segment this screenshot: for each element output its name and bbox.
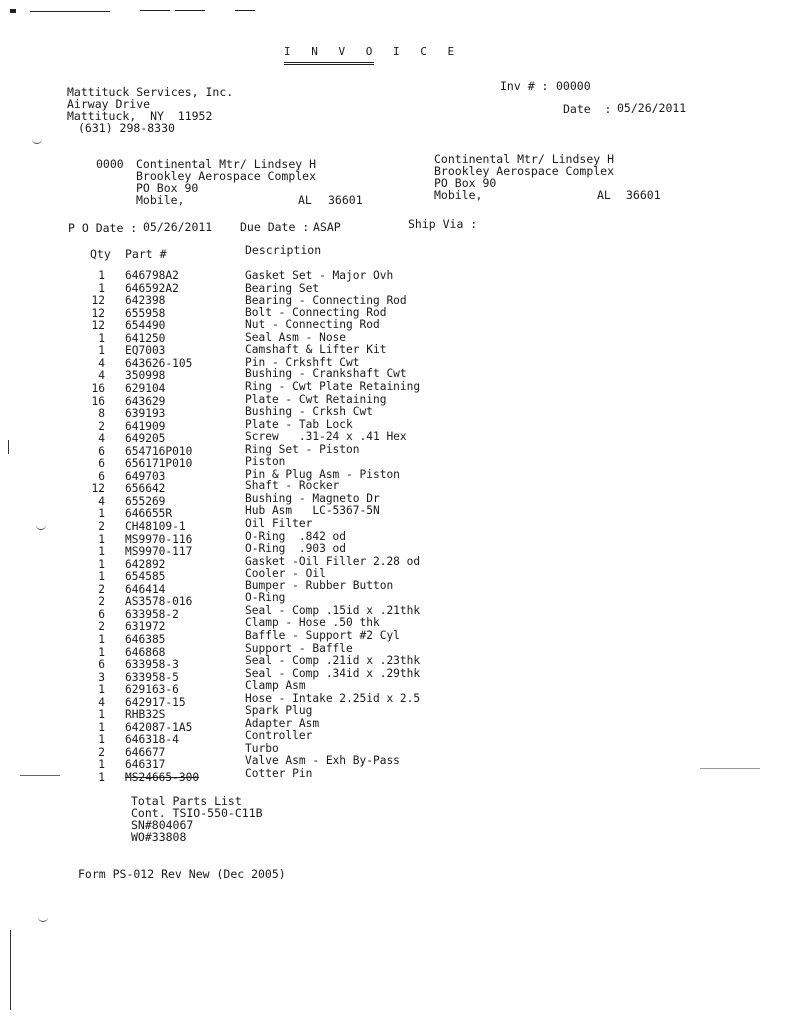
line-item-qty: 1: [98, 570, 105, 584]
due-date: ASAP: [313, 220, 341, 234]
line-item-qty: 16: [91, 394, 105, 408]
line-item-qty: 1: [98, 344, 105, 358]
line-item-part-number: MS9970-117: [125, 545, 193, 559]
line-item-description: Controller: [245, 729, 313, 743]
line-item-qty: 8: [98, 407, 105, 421]
line-item-description: Hose - Intake 2.25id x 2.5: [245, 691, 421, 705]
line-item-part-number: 629104: [125, 381, 166, 395]
bill-to-state: AL: [298, 193, 312, 207]
line-item-part-number: 643629: [125, 394, 166, 408]
line-item-description: Clamp Asm: [245, 679, 306, 693]
line-item-part-number: 656171P010: [125, 457, 193, 471]
line-item-part-number: 633958-3: [125, 658, 179, 672]
line-item-part-number: 633958-2: [125, 607, 179, 621]
line-item-description: Turbo: [245, 741, 279, 755]
bill-to-code: 0000: [96, 157, 124, 171]
line-item-part-number: 656642: [125, 482, 166, 496]
line-item-description: Cooler - Oil: [245, 567, 326, 581]
line-item-description: Support - Baffle: [245, 641, 353, 655]
line-item-qty: 4: [98, 494, 105, 508]
invoice-title: I N V O I C E: [284, 45, 462, 58]
ship-to-zip: 36601: [626, 188, 661, 202]
line-item-qty: 1: [98, 683, 105, 697]
line-item-qty: 12: [91, 294, 105, 308]
line-item-part-number: 646317: [125, 758, 166, 772]
line-item-qty: 1: [98, 771, 105, 784]
invoice-number: 00000: [556, 79, 591, 93]
line-item-part-number: 633958-5: [125, 670, 179, 684]
line-item-part-number: 646385: [125, 632, 166, 646]
vendor-city: Mattituck, NY 11952: [67, 109, 213, 123]
line-item-description: Bushing - Magneto Dr: [245, 491, 380, 505]
scan-mark: [36, 523, 46, 530]
column-header-description: Description: [245, 243, 322, 257]
column-header-qty: Qty: [90, 247, 111, 261]
line-item-qty: 1: [98, 269, 105, 282]
line-item-qty: 1: [98, 645, 105, 659]
line-item-part-number: 654585: [125, 570, 166, 584]
line-item-description: Cotter Pin: [245, 767, 313, 780]
line-item-part-number: 646798A2: [125, 269, 179, 282]
column-header-part: Part #: [125, 247, 167, 261]
line-item-qty: 12: [91, 482, 105, 496]
line-item-part-number: 654490: [125, 319, 166, 333]
line-item-description: Bushing - Crksh Cwt: [245, 405, 373, 419]
form-footer: Form PS-012 Rev New (Dec 2005): [78, 867, 286, 881]
line-item-qty: 6: [98, 444, 105, 458]
ship-to-line3: PO Box 90: [434, 176, 497, 190]
line-item-description: Ring Set - Piston: [245, 442, 360, 456]
po-date-label: P O Date :: [68, 221, 138, 235]
line-item-description: Pin & Plug Asm - Piston: [245, 467, 400, 481]
line-item-qty: 4: [98, 695, 105, 709]
line-item-row: [87, 767, 447, 784]
bill-to-city: Mobile,: [136, 193, 185, 207]
line-item-part-number: RHB32S: [125, 708, 166, 722]
line-item-description: Shaft - Rocker: [245, 479, 340, 493]
scan-mark: [140, 10, 170, 11]
line-item-qty: 6: [98, 457, 105, 471]
line-item-part-number: 655269: [125, 494, 166, 508]
date-label: Date :: [563, 102, 612, 116]
line-item-part-number: 646868: [125, 645, 166, 659]
line-item-qty: 1: [98, 507, 105, 521]
line-item-part-number: EQ7003: [125, 344, 166, 358]
line-item-part-number: 642398: [125, 294, 166, 308]
line-item-qty: 1: [98, 532, 105, 546]
line-item-part-number: MS24665-300: [125, 771, 200, 784]
line-item-description: Screw .31-24 x .41 Hex: [245, 430, 407, 444]
line-item-qty: 2: [98, 595, 105, 609]
line-item-description: Seal - Comp .15id x .21thk: [245, 603, 421, 617]
line-item-part-number: 629163-6: [125, 683, 179, 697]
line-item-description: Adapter Asm: [245, 716, 320, 730]
line-item-description: Clamp - Hose .50 thk: [245, 616, 380, 630]
line-item-description: Hub Asm LC-5367-5N: [245, 504, 380, 518]
scan-mark: [10, 9, 16, 13]
line-item-part-number: 631972: [125, 620, 166, 634]
line-item-description: O-Ring .903 od: [245, 542, 347, 556]
vendor-street: Airway Drive: [67, 97, 151, 111]
line-item-description: Ring - Cwt Plate Retaining: [245, 379, 421, 393]
line-item-part-number: 646655R: [125, 507, 173, 521]
line-item-part-number: 642917-15: [125, 695, 186, 709]
bill-to-line3: PO Box 90: [136, 181, 199, 195]
line-item-qty: 2: [98, 582, 105, 596]
scan-mark: [20, 775, 60, 776]
line-item-qty: 1: [98, 545, 105, 559]
line-item-description: Nut - Connecting Rod: [245, 318, 380, 332]
line-item-qty: 3: [98, 670, 105, 684]
scan-mark: [30, 11, 110, 12]
line-item-qty: 4: [98, 369, 105, 383]
line-item-description: Gasket -Oil Filler 2.28 od: [245, 554, 421, 568]
line-item-qty: 4: [98, 356, 105, 370]
line-item-part-number: MS9970-116: [125, 532, 193, 546]
line-item-description: Oil Filter: [245, 517, 313, 530]
ship-to-city: Mobile,: [434, 188, 483, 202]
line-item-description: Bolt - Connecting Rod: [245, 305, 387, 319]
line-item-part-number: 654716P010: [125, 444, 193, 458]
po-date: 05/26/2011: [143, 220, 213, 234]
line-item-part-number: 641250: [125, 331, 166, 345]
line-item-part-number: 655958: [125, 306, 166, 320]
line-item-qty: 1: [98, 720, 105, 734]
line-item-description: Seal Asm - Nose: [245, 330, 347, 344]
line-item-qty: 1: [98, 281, 105, 295]
line-item-description: Bumper - Rubber Button: [245, 578, 394, 592]
scan-mark: [700, 768, 760, 769]
line-item-description: Seal - Comp .34id x .29thk: [245, 666, 421, 680]
line-item-description: O-Ring .842 od: [245, 529, 347, 543]
line-item-part-number: AS3578-016: [125, 595, 193, 609]
notes-line1: Total Parts List: [131, 794, 242, 808]
line-item-qty: 4: [98, 432, 105, 446]
line-item-description: Plate - Cwt Retaining: [245, 392, 387, 406]
line-item-qty: 2: [98, 745, 105, 759]
vendor-name: Mattituck Services, Inc.: [67, 85, 234, 99]
line-item-part-number: 641909: [125, 419, 166, 433]
line-item-part-number: 642087-1A5: [125, 720, 193, 734]
line-item-qty: 1: [98, 758, 105, 772]
title-underline: [284, 62, 374, 63]
line-item-qty: 2: [98, 620, 105, 634]
line-item-description: Bearing Set: [245, 281, 320, 295]
line-item-part-number: 646318-4: [125, 733, 179, 747]
line-item-qty: 2: [98, 419, 105, 433]
line-item-part-number: 649205: [125, 432, 166, 446]
line-item-qty: 1: [98, 557, 105, 571]
line-item-description: Bushing - Crankshaft Cwt: [245, 367, 407, 381]
line-item-part-number: 646592A2: [125, 281, 179, 295]
line-item-qty: 1: [98, 733, 105, 747]
line-item-part-number: CH48109-1: [125, 520, 186, 533]
line-item-qty: 12: [91, 319, 105, 333]
line-item-description: Seal - Comp .21id x .23thk: [245, 654, 421, 668]
bill-to-zip: 36601: [328, 193, 363, 207]
line-item-qty: 6: [98, 607, 105, 621]
line-item-qty: 6: [98, 469, 105, 483]
line-item-part-number: 646414: [125, 582, 166, 596]
bill-to-line2: Brookley Aerospace Complex: [136, 169, 317, 183]
notes-line4: WO#33808: [131, 830, 187, 844]
scan-mark: [38, 915, 48, 922]
line-item-description: Piston: [245, 455, 286, 469]
line-item-part-number: 646677: [125, 745, 166, 759]
line-item-part-number: 643626-105: [125, 356, 193, 370]
scan-mark: [235, 10, 255, 11]
due-date-label: Due Date :: [240, 220, 310, 234]
invoice-number-label: Inv # :: [500, 79, 549, 93]
line-item-part-number: 639193: [125, 407, 166, 421]
line-item-part-number: 649703: [125, 469, 166, 483]
line-item-row: [87, 270, 447, 282]
line-item-qty: 1: [98, 331, 105, 345]
notes-line2: Cont. TSIO-550-C11B: [131, 806, 263, 820]
line-item-description: Plate - Tab Lock: [245, 417, 353, 431]
vendor-phone: (631) 298-8330: [78, 121, 175, 135]
line-item-description: Spark Plug: [245, 704, 313, 718]
line-item-description: Bearing - Connecting Rod: [245, 294, 407, 308]
title-underline: [284, 64, 374, 65]
scan-edge: [8, 440, 9, 454]
ship-to-state: AL: [597, 188, 611, 202]
line-item-qty: 6: [98, 658, 105, 672]
line-item-part-number: 642892: [125, 557, 166, 571]
line-item-description: O-Ring: [245, 591, 286, 605]
scan-mark: [32, 137, 42, 144]
line-item-description: Pin - Crkshft Cwt: [245, 355, 360, 369]
line-item-description: Valve Asm - Exh By-Pass: [245, 754, 400, 768]
ship-to-name: Continental Mtr/ Lindsey H: [434, 152, 615, 166]
ship-to-line2: Brookley Aerospace Complex: [434, 164, 615, 178]
line-item-qty: 12: [91, 306, 105, 320]
line-item-description: Gasket Set - Major Ovh: [245, 269, 394, 282]
scan-edge: [10, 930, 11, 1010]
scan-mark: [175, 10, 205, 11]
line-item-qty: 1: [98, 632, 105, 646]
line-item-row: [87, 283, 447, 295]
line-item-qty: 1: [98, 708, 105, 722]
invoice-date: 05/26/2011: [617, 101, 687, 115]
line-item-part-number: 350998: [125, 369, 166, 383]
notes-line3: SN#804067: [131, 818, 194, 832]
ship-via-label: Ship Via :: [408, 217, 478, 231]
bill-to-name: Continental Mtr/ Lindsey H: [136, 157, 317, 171]
line-item-qty: 16: [91, 381, 105, 395]
line-item-description: Baffle - Support #2 Cyl: [245, 628, 400, 642]
line-item-description: Camshaft & Lifter Kit: [245, 343, 387, 357]
line-item-qty: 2: [98, 520, 105, 533]
